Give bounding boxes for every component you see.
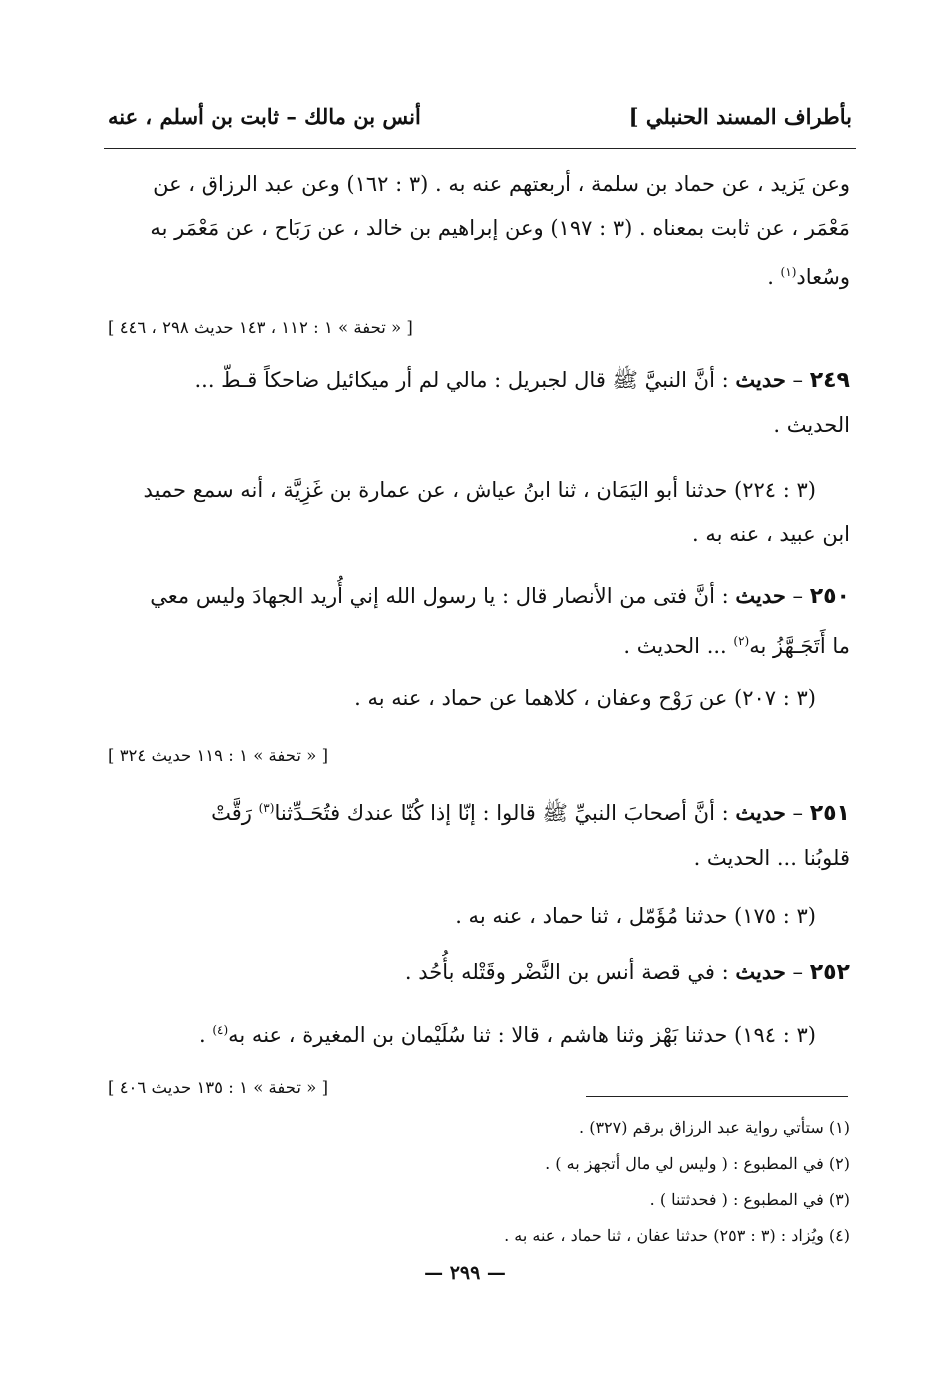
intro-line-1: وعن يَزيد ، عن حماد بن سلمة ، أربعتهم عنه به . (٣ : ١٦٢) وعن عبد الرزاق ، عن — [153, 172, 850, 196]
header-book-title: بأطراف المسند الحنبلي ] — [628, 104, 852, 129]
hadith-249-source — [104, 468, 850, 556]
hadith-249-source-line-2: ابن عبيد ، عنه به . — [692, 522, 850, 546]
intro-line-3-text: وسُعاد — [796, 265, 850, 289]
hadith-251 — [104, 786, 850, 880]
hadith-252 — [104, 950, 850, 995]
hadith-text: : أنَّ أصحابَ النبيِّ ﷺ قالوا : إنّا إذا كُنّا عندك فتُحَـدِّثنا — [274, 801, 736, 825]
hadith-text-end: ... الحديث . — [623, 634, 734, 658]
hadith-250-source: (٣ : ٢٠٧) عن رَوْح وعفان ، كلاهما عن حماد ، عنه به . — [354, 686, 816, 710]
intro-paragraph — [104, 162, 850, 299]
hadith-text: : في قصة أنس بن النَّضْر وقَتْله بأُحُد . — [404, 960, 736, 984]
header-divider — [104, 148, 856, 149]
hadith-250-line-1 — [104, 574, 850, 619]
hadith-252-source — [104, 1008, 850, 1057]
footnote-3: (٣) في المطبوع : ( فحدثتنا ) . — [649, 1190, 850, 1209]
hadith-dash: – — [785, 801, 810, 825]
footnote-ref-4: (٤) — [212, 1023, 229, 1037]
running-header — [108, 104, 852, 129]
hadith-249-source-line-1: (٣ : ٢٢٤) حدثنا أبو اليَمَان ، ثنا ابنُ عياش ، عن عمارة بن غَزِيَّة ، أنه سمع حميد — [143, 478, 816, 502]
footnote-divider — [586, 1096, 848, 1097]
header-chapter — [108, 104, 421, 129]
intro-line-2: مَعْمَر ، عن ثابت بمعناه . (٣ : ١٩٧) وعن إبراهيم بن خالد ، عن رَبَاح ، عن مَعْمَر به — [150, 216, 850, 240]
tuhfa-reference-1: [ « تحفة » ١ : ١١٢ ، ١٤٣ حديث ٢٩٨ ، ٤٤٦ ] — [108, 318, 413, 337]
hadith-249-line-1 — [104, 358, 850, 403]
hadith-dash: – — [785, 584, 810, 608]
hadith-text: : أنَّ فتى من الأنصار قال : يا رسول الله إني أُريد الجهادَ وليس معي — [150, 584, 736, 608]
footnote-ref-1: (١) — [780, 265, 797, 279]
tuhfa-reference-2: [ « تحفة » ١ : ١١٩ حديث ٣٢٤ ] — [108, 746, 329, 765]
header-chapter-bold: أنس بن مالك — [304, 104, 421, 129]
hadith-text: : أنَّ النبيَّ ﷺ قال لجبريل : مالي لم أر ميكائيل ضاحكاً قـطّ ... — [194, 368, 736, 392]
hadith-label: حديث — [735, 367, 786, 392]
page-number: — ٢٩٩ — — [424, 1262, 506, 1284]
hadith-251-line-2: قلوبُنا ... الحديث . — [693, 846, 850, 870]
tuhfa-reference-3: [ « تحفة » ١ : ١٣٥ حديث ٤٠٦ ] — [108, 1078, 329, 1097]
footnote-4: (٤) ويُزاد : (٣ : ٢٥٣) حدثنا عفان ، ثنا حماد ، عنه به . — [504, 1226, 850, 1245]
hadith-251-line-1 — [104, 786, 850, 836]
hadith-text: ما أَتَجَـهَّزُ به — [749, 634, 850, 658]
source-end: . — [198, 1023, 213, 1047]
footnotes — [300, 1110, 850, 1254]
footnote-2: (٢) في المطبوع : ( وليس لي مال أتجهز به ) . — [545, 1154, 850, 1173]
hadith-number: ٢٥١ — [809, 801, 850, 826]
hadith-number: ٢٥٠ — [809, 584, 850, 609]
hadith-label: حديث — [735, 800, 786, 825]
hadith-249 — [104, 358, 850, 447]
source-text: (٣ : ١٩٤) حدثنا بَهْز وثنا هاشم ، قالا : ثنا سُلَيْمان بن المغيرة ، عنه به — [228, 1023, 816, 1047]
header-chapter-rest: – ثابت بن أسلم ، عنه — [108, 104, 305, 129]
hadith-dash: – — [785, 960, 810, 984]
footnote-1: (١) ستأتي رواية عبد الرزاق برقم (٣٢٧) . — [579, 1118, 850, 1137]
hadith-number: ٢٥٢ — [809, 960, 850, 985]
hadith-text-end: رَقَّتْ — [211, 801, 259, 825]
intro-line-3 — [104, 250, 850, 299]
footnote-ref-3: (٣) — [258, 801, 275, 815]
hadith-251-source: (٣ : ١٧٥) حدثنا مُؤَمّل ، ثنا حماد ، عنه به . — [455, 904, 816, 928]
hadith-label: حديث — [735, 959, 786, 984]
footnote-ref-2: (٢) — [733, 634, 750, 648]
hadith-252-line-1 — [104, 950, 850, 995]
hadith-250-line-2 — [104, 619, 850, 668]
hadith-label: حديث — [735, 583, 786, 608]
intro-line-3-end: . — [767, 265, 781, 289]
hadith-250 — [104, 574, 850, 668]
hadith-dash: – — [785, 368, 810, 392]
hadith-249-line-2: الحديث . — [773, 413, 850, 437]
hadith-number: ٢٤٩ — [809, 368, 850, 393]
